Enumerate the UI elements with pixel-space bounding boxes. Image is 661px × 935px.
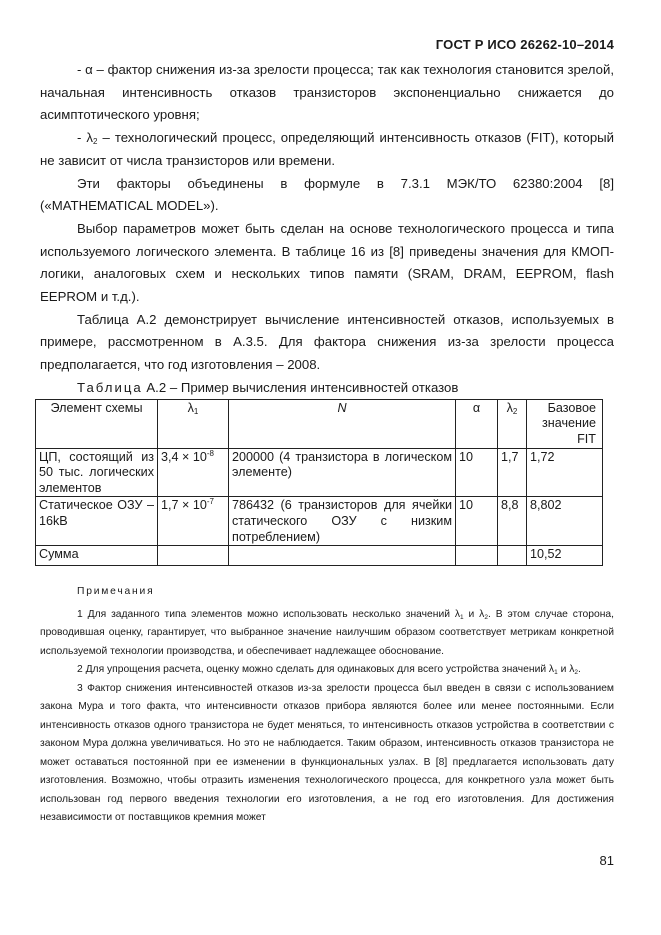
table-caption: Таблица А.2 – Пример вычисления интенсивностей отказов <box>77 379 459 395</box>
row-lambda1: $3,4 \times 10^{-8}$ <box>158 448 229 497</box>
header-base-fit: Базовое значение FIT <box>527 399 603 448</box>
row-lambda2: 1,7 <box>498 448 527 497</box>
failure-rate-table <box>35 399 603 566</box>
page-content <box>40 59 614 828</box>
row-alpha: 10 <box>456 448 498 497</box>
page-number: 81 <box>599 853 614 868</box>
header-alpha: α <box>456 399 498 448</box>
table-intro-paragraph: Таблица А.2 демонстрирует вычисление интенсивностей отказов, используемых в примере, рассмотренном в А.3.5. Для фактора снижения из-за зрелости процесса предполагается, что год изготовления – 2008. <box>40 311 614 373</box>
row-n: 786432 (6 транзисторов для ячейки статического ОЗУ с низким потреблением) <box>229 497 456 546</box>
notes-section <box>40 583 614 828</box>
formula-reference-line2: («MATHEMATICAL MODEL»). <box>40 198 219 214</box>
row-lambda1: $1,7 \times 10^{-7}$ <box>158 497 229 546</box>
row-alpha: 10 <box>456 497 498 546</box>
parameter-choice-paragraph: Выбор параметров может быть сделан на основе технологического процесса и типа используемого логического элемента. В таблице 16 из [8] приведены значения для КМОП-логики, аналоговых схем и нескольких типов памяти (SRAM, DRAM, EEPROM, flash EEPROM и т.д.). <box>40 220 614 305</box>
document-standard-header: ГОСТ Р ИСО 26262-10–2014 <box>435 37 614 52</box>
note-2: 2 Для упрощения расчета, оценку можно сделать для одинаковых для всего устройства значений $\lambda_1$ и $\lambda_2$. <box>77 664 581 677</box>
note-3: 3 Фактор снижения интенсивностей отказов из-за зрелости процесса был введен в связи с использованием закона Мура и того факта, что интенсивности отказов прибора являются более или менее постоянными. Если интенсивность отказов одного транзистора не будет меняться, то интенсивность отказов устройства в соответствии с законом Мура должна увеличиваться. Но это не наблюдается. Таким образом, интенсивность отказов транзистора не может оставаться постоянной при ее изменении в функциональных узлах. В [8] предлагается использовать дату изготовления. Возможно, чтобы отразить изменения технологического процесса, для конкретного узла может быть использован год первого введения технологии его изготовления, а не год его изготовления. Для достижения независимости от поставщиков кремния может <box>40 682 614 824</box>
lambda2-definition: - $\lambda_2$ – технологический процесс, определяющий интенсивность отказов (FIT), который не зависит от числа транзисторов или времени. <box>40 130 615 168</box>
table-header-row <box>36 399 603 448</box>
table-row <box>36 448 603 497</box>
row-n: 200000 (4 транзистора в логическом элементе) <box>229 448 456 497</box>
table-sum-row <box>36 546 603 566</box>
alpha-definition: - α – фактор снижения из-за зрелости процесса; так как технология становится зрелой, начальная интенсивность отказов транзисторов экспоненциально снижается до асимптотического уровня; <box>40 62 614 123</box>
table-row <box>36 497 603 546</box>
formula-reference-line1: Эти факторы объединены в формуле в 7.3.1 МЭК/ТО 62380:2004 [8] <box>77 175 614 191</box>
row-element: Статическое ОЗУ – 16kB <box>36 497 158 546</box>
header-element: Элемент схемы <box>36 399 158 448</box>
row-element: ЦП, состоящий из 50 тыс. логических элементов <box>36 448 158 497</box>
sum-label: Сумма <box>36 546 158 566</box>
notes-title: Примечания <box>77 586 155 598</box>
header-lambda2: $\lambda_2$ <box>498 399 527 448</box>
row-lambda2: 8,8 <box>498 497 527 546</box>
header-lambda1: $\lambda_1$ <box>158 399 229 448</box>
row-base-fit: 8,802 <box>527 497 603 546</box>
row-base-fit: 1,72 <box>527 448 603 497</box>
note-1: 1 Для заданного типа элементов можно использовать несколько значений $\lambda_1$ и $\lambda_2$. В этом случае сторона, проводившая оценку, гарантирует, что выбранное значение наилучшим образом соответствует метрикам конкретной используемой технологии производства, и обеспечивает надлежащее обоснование. <box>40 608 615 657</box>
sum-value: 10,52 <box>527 546 603 566</box>
header-n: N <box>229 399 456 448</box>
